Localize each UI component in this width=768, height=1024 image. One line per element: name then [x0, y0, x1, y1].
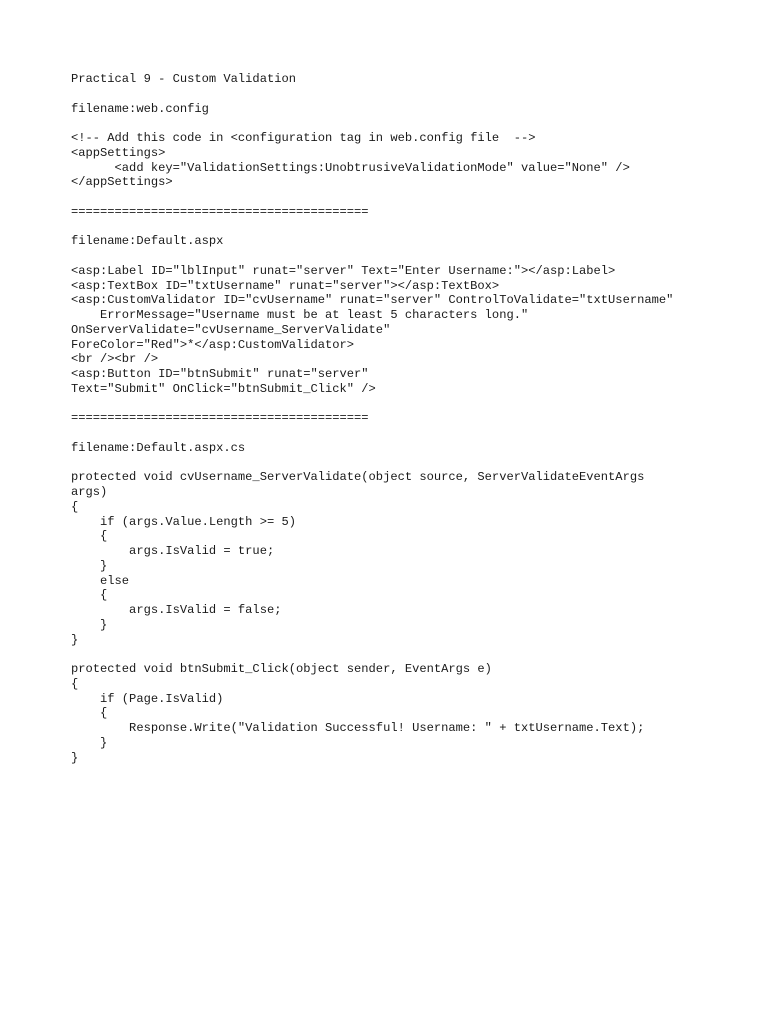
blank-line: [71, 190, 673, 205]
text-line: {: [71, 676, 79, 691]
text-line: ForeColor="Red">*</asp:CustomValidator>: [71, 337, 355, 352]
text-line: if (args.Value.Length >= 5): [71, 514, 296, 529]
blank-line: [71, 456, 673, 471]
text-line: }: [71, 558, 108, 573]
text-line: <asp:Button ID="btnSubmit" runat="server": [71, 367, 369, 381]
text-line: <asp:CustomValidator ID="cvUsername" runat="server" ControlToValidate="txtUsername": [71, 293, 674, 308]
text-line: args.IsValid = false;: [71, 603, 282, 617]
blank-line: [71, 426, 673, 441]
text-line: filename:web.config: [71, 101, 209, 116]
text-line: <!-- Add this code in <configuration tag in web.config file -->: [71, 131, 536, 145]
text-line: filename:Default.aspx: [71, 234, 224, 249]
text-line: Response.Write("Validation Successful! Username: " + txtUsername.Text);: [71, 721, 645, 735]
text-line: }: [71, 617, 108, 632]
blank-line: [71, 647, 673, 662]
text-line: ErrorMessage="Username must be at least 5 characters long.": [71, 308, 529, 322]
text-line: {: [71, 499, 79, 514]
document-text: [71, 72, 673, 765]
blank-line: [71, 87, 673, 102]
text-line: filename:Default.aspx.cs: [71, 440, 246, 455]
text-line: else: [71, 573, 130, 588]
text-line: protected void cvUsername_ServerValidate(object source, ServerValidateEventArgs: [71, 470, 645, 485]
text-line: <asp:Label ID="lblInput" runat="server" Text="Enter Username:"></asp:Label>: [71, 263, 616, 278]
text-line: protected void btnSubmit_Click(object sender, EventArgs e): [71, 662, 492, 676]
text-line: <add key="ValidationSettings:UnobtrusiveValidationMode" value="None" />: [71, 160, 630, 175]
text-line: =========================================: [71, 204, 369, 219]
text-line: =========================================: [71, 411, 369, 426]
blank-line: [71, 249, 673, 264]
text-line: args): [71, 485, 108, 499]
text-line: OnServerValidate="cvUsername_ServerValidate": [71, 322, 391, 337]
text-line: {: [71, 588, 108, 603]
blank-line: [71, 220, 673, 235]
text-line: </appSettings>: [71, 175, 173, 190]
text-line: <appSettings>: [71, 145, 166, 160]
text-line: <asp:TextBox ID="txtUsername" runat="server"></asp:TextBox>: [71, 278, 500, 293]
text-line: args.IsValid = true;: [71, 544, 275, 558]
blank-line: [71, 397, 673, 412]
text-line: if (Page.IsValid): [71, 691, 224, 706]
text-line: Text="Submit" OnClick="btnSubmit_Click" />: [71, 381, 376, 396]
text-line: <br /><br />: [71, 352, 159, 367]
text-line: }: [71, 735, 108, 750]
blank-line: [71, 116, 673, 131]
text-line: }: [71, 750, 79, 765]
text-line: }: [71, 632, 79, 647]
text-line: {: [71, 529, 108, 544]
text-line: Practical 9 - Custom Validation: [71, 72, 296, 86]
text-line: {: [71, 706, 108, 721]
